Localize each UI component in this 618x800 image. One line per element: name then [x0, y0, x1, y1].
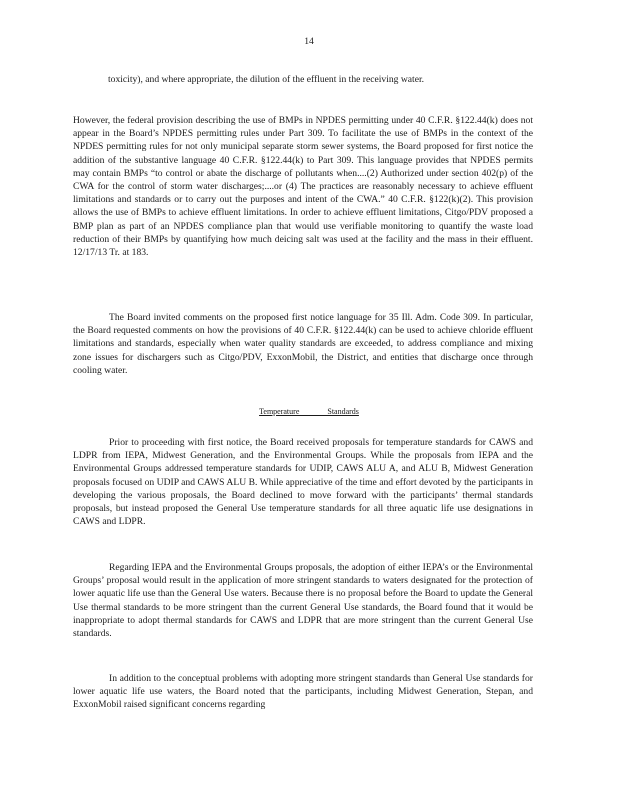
- page-number: 14: [304, 36, 314, 47]
- section-heading: [0, 405, 618, 418]
- paragraph-iepa-proposals: Regarding IEPA and the Environmental Groups proposals, the adoption of either IEPA’s or the Environmental Groups’ proposal would result in the application of more stringent standards to waters designated for the protection of lower aquatic life use than the General Use waters. Because there is no proposal before the Board to update the General Use thermal standards to be more stringent than the current General Use standards, the Board found that it would be inappropriate to adopt thermal standards for CAWS and LDPR that are more stringent than the current General Use standards.: [73, 562, 533, 640]
- section-heading-text: Temperature Standards: [259, 407, 359, 416]
- paragraph-temperature-proposals: Prior to proceeding with first notice, the Board received proposals for temperature standards for CAWS and LDPR from IEPA, Midwest Generation, and the Environmental Groups. While the proposals from IEPA and the Environmental Groups addressed temperature standards for UDIP, CAWS ALU A, and ALU B, Midwest Generation proposals focused on UDIP and CAWS ALU B. While appreciative of the time and effort devoted by the participants in developing the various proposals, the Board declined to move forward with the participants’ thermal standards proposals, but instead proposed the General Use temperature standards for all three aquatic life use designations in CAWS and LDPR.: [73, 437, 533, 528]
- quote-continuation: toxicity), and where appropriate, the dilution of the effluent in the receiving water.: [108, 74, 425, 85]
- paragraph-comments-invited: The Board invited comments on the proposed first notice language for 35 Ill. Adm. Code 309. In particular, the Board requested comments on how the provisions of 40 C.F.R. §122.44(k) can be used to achieve chloride effluent limitations and standards, especially when water quality standards are exceeded, to address compliance and mixing zone issues for dischargers such as Citgo/PDV, ExxonMobil, the District, and entities that discharge once through cooling water.: [73, 312, 533, 376]
- paragraph-bmp-provision: However, the federal provision describing the use of BMPs in NPDES permitting under 40 C.F.R. §122.44(k) does not appear in the Board’s NPDES permitting rules under Part 309. To facilitate the use of BMPs in the context of the NPDES permitting rules for not only municipal separate storm sewer systems, the Board proposed for first notice the addition of the substantive language 40 C.F.R. §122.44(k) to Part 309. This language provides that NPDES permits may contain BMPs “to control or abate the discharge of pollutants when....(2) Authorized under section 402(p) of the CWA for the control of storm water discharges;....or (4) The practices are reasonably necessary to achieve effluent limitations and standards or to carry out the purposes and intent of the CWA.” 40 C.F.R. §122(k)(2). This provision allows the use of BMPs to achieve effluent limitations. In order to achieve effluent limitations, Citgo/PDV proposed a BMP plan as part of an NPDES compliance plan that would use verifiable monitoring to quantify the waste load reduction of their BMPs by quantifying how much deicing salt was used at the facility and the mass in their effluent. 12/17/13 Tr. at 183.: [73, 115, 533, 259]
- paragraph-conceptual-problems: In addition to the conceptual problems with adopting more stringent standards than General Use standards for lower aquatic life use waters, the Board noted that the participants, including Midwest Generation, Stepan, and ExxonMobil raised significant concerns regarding: [73, 673, 533, 711]
